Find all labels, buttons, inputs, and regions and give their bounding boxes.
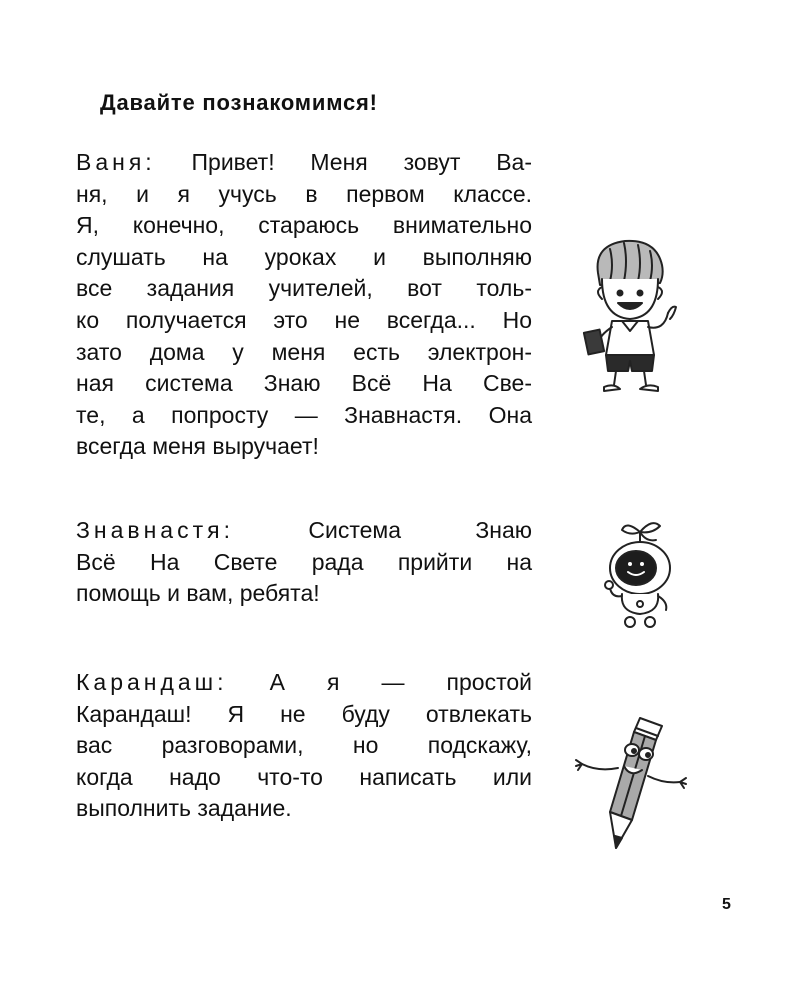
text-line: Я, конечно, стараюсь внимательно — [76, 212, 532, 239]
text-line: вас разговорами, но подскажу, — [76, 732, 532, 759]
text-line: выполнить задание. — [76, 795, 292, 822]
text-line: Знавнастя: Система Знаю — [76, 517, 532, 543]
text-line: когда надо что-то написать или — [76, 763, 532, 790]
speaker-name: Ваня: — [76, 149, 156, 175]
text-line: Ваня: Привет! Меня зовут Ва- — [76, 149, 532, 175]
robot-znavnastya-illustration — [590, 512, 690, 637]
karandash-paragraph — [76, 667, 532, 825]
boy-vanya-illustration — [580, 235, 680, 395]
page-title: Давайте познакомимся! — [100, 90, 378, 115]
text-line: Карандаш: А я — простой — [76, 669, 533, 695]
text-line: все задания учителей, вот толь- — [76, 275, 532, 302]
znavnastya-paragraph — [76, 515, 532, 610]
text-line: зато дома у меня есть электрон- — [76, 338, 532, 365]
text-line: ня, и я учусь в первом классе. — [76, 180, 532, 207]
speaker-name: Знавнастя: — [76, 517, 234, 543]
speaker-name: Карандаш: — [76, 669, 228, 695]
vanya-paragraph — [76, 147, 532, 463]
text-line: ная система Знаю Всё На Све- — [76, 370, 532, 397]
text-line: те, а попросту — Знавнастя. Она — [76, 401, 532, 428]
page-number: 5 — [722, 896, 731, 913]
text-line: помощь и вам, ребята! — [76, 580, 320, 607]
text-line: Всё На Свете рада прийти на — [76, 548, 532, 575]
pencil-karandash-illustration — [570, 710, 690, 860]
text-line: Карандаш! Я не буду отвлекать — [76, 700, 532, 727]
text-line: всегда меня выручает! — [76, 433, 319, 460]
text-line: ко получается это не всегда... Но — [76, 306, 532, 333]
text-line: слушать на уроках и выполняю — [76, 243, 532, 270]
